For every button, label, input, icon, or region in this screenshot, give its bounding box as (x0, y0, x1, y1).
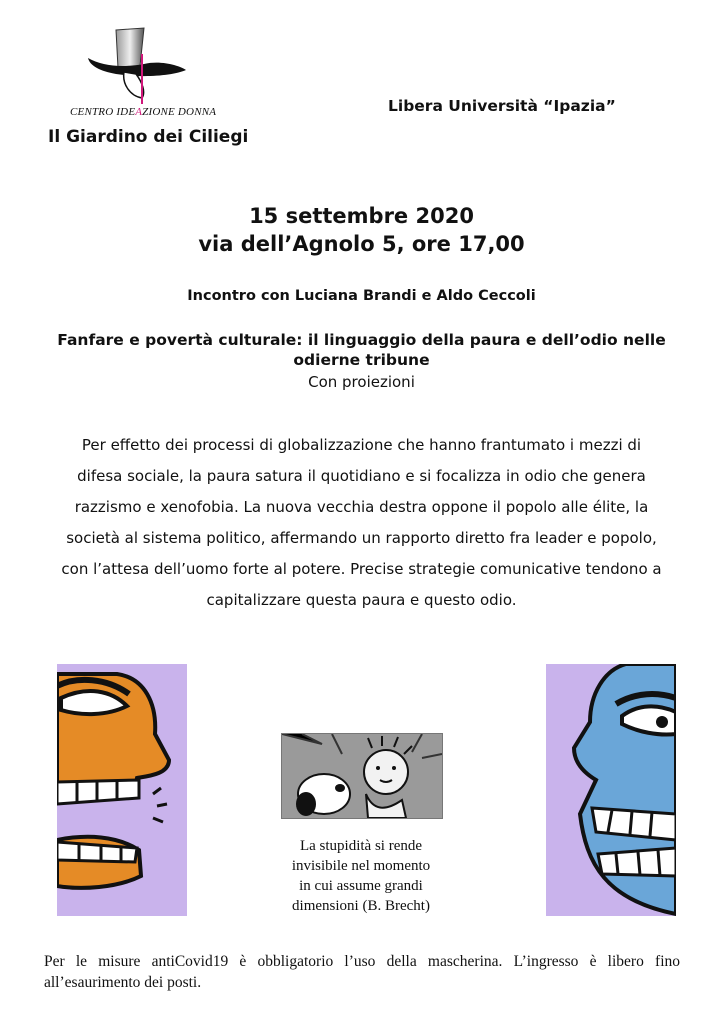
event-place-time: via dell’Agnolo 5, ore 17,00 (198, 232, 525, 256)
orange-face-illustration (57, 664, 187, 916)
event-date: 15 settembre 2020 (249, 204, 474, 228)
event-speakers: Incontro con Luciana Brandi e Aldo Ceccoli (187, 288, 536, 304)
covid-notice: Per le misure antiCovid19 è obbligatorio l’uso della mascherina. L’ingresso è libero fino all’esaurimento dei posti. (44, 953, 680, 991)
event-description (40, 430, 683, 616)
hat-logo-icon (82, 26, 192, 106)
description-line: società al sistema politico, affermando un rapporto diretto fra leader e popolo, (66, 529, 657, 547)
description-line: Per effetto dei processi di globalizzazione che hanno frantumato i mezzi di (81, 436, 642, 454)
university-name: Libera Università “Ipazia” (388, 97, 616, 115)
brecht-quote: La stupidità si rende invisibile nel momento in cui assume grandi dimensioni (B. Brecht) (291, 838, 431, 914)
talk-title: Fanfare e povertà culturale: il linguaggio della paura e dell’odio nelle odierne tribune (57, 331, 666, 369)
description-line: con l’attesa dell’uomo forte al potere. Precise strategie comunicative tendono a (61, 560, 662, 578)
snoopy-linus-icon (282, 734, 442, 818)
comic-illustration (281, 733, 443, 819)
description-line: razzismo e xenofobia. La nuova vecchia destra oppone il popolo alle élite, la (74, 498, 649, 516)
organization-name: Il Giardino dei Ciliegi (48, 127, 249, 147)
orange-face-icon (57, 664, 187, 916)
description-line: capitalizzare questa paura e questo odio. (206, 591, 517, 609)
description-line: difesa sociale, la paura satura il quotidiano e si focalizza in odio che genera (77, 467, 646, 485)
blue-face-icon (546, 664, 676, 916)
logo-caption: CENTRO IDEAZIONE DONNA (70, 106, 217, 118)
talk-subtitle: Con proiezioni (308, 373, 415, 391)
blue-face-illustration (546, 664, 676, 916)
